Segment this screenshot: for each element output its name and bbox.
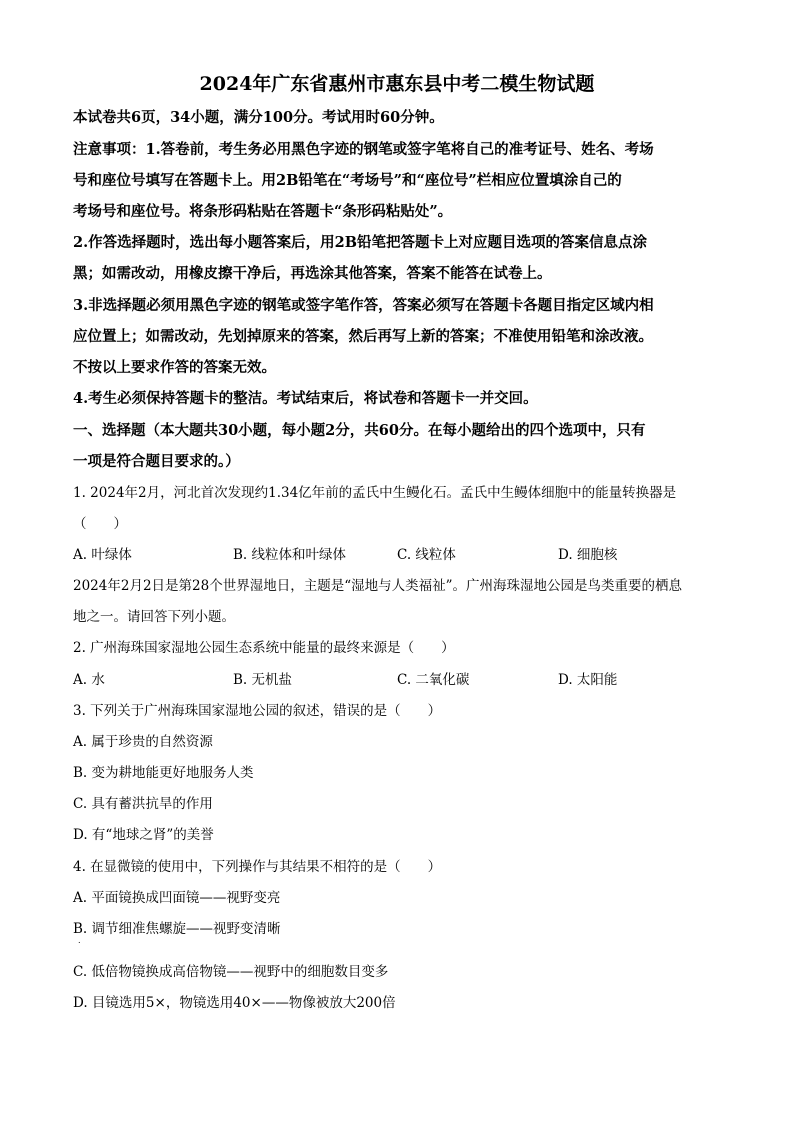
- q4-option-d: D. 目镜选用5×，物镜选用40×——物像被放大200倍: [73, 995, 396, 1011]
- q1-option-a: A. 叶绿体: [73, 547, 132, 563]
- q1-option-b: B. 线粒体和叶绿体: [233, 547, 347, 563]
- question-1-stem: 1. 2024年2月，河北首次发现约1.34亿年前的孟氏中生鳗化石。孟氏中生鳗体细胞中的能量转换器是: [73, 485, 677, 501]
- question-1-paren: （ ）: [73, 516, 127, 532]
- section-heading: 一项是符合题目要求的。）: [73, 453, 240, 470]
- question-4-stem: 4. 在显微镜的使用中，下列操作与其结果不相符的是（ ）: [73, 859, 442, 875]
- notice-line: 3.非选择题必须用黑色字迹的钢笔或签字笔作答，答案必须写在答题卡各题目指定区域内相: [73, 297, 654, 314]
- q4-option-b: B. 调节细准焦螺旋——视野变清晰: [73, 921, 281, 937]
- exam-intro: 本试卷共6页，34小题，满分100分。考试用时60分钟。: [73, 109, 444, 126]
- q2-option-c: C. 二氧化碳: [397, 672, 470, 688]
- q3-option-a: A. 属于珍贵的自然资源: [73, 734, 213, 750]
- notice-line: 考场号和座位号。将条形码粘贴在答题卡“条形码粘贴处”。: [73, 203, 453, 220]
- notice-line: 4.考生必须保持答题卡的整洁。考试结束后，将试卷和答题卡一并交回。: [73, 390, 538, 407]
- q1-option-d: D. 细胞核: [558, 547, 618, 563]
- q3-option-d: D. 有“地球之肾”的美誉: [73, 827, 214, 843]
- q2-option-d: D. 太阳能: [558, 672, 618, 688]
- section-heading: 一、选择题（本大题共30小题，每小题2分，共60分。在每小题给出的四个选项中，只有: [73, 422, 646, 439]
- q4-option-c: C. 低倍物镜换成高倍物镜——视野中的细胞数目变多: [73, 964, 389, 980]
- q4-option-a: A. 平面镜换成凹面镜——视野变亮: [73, 890, 281, 906]
- notice-line: 不按以上要求作答的答案无效。: [73, 359, 276, 376]
- stray-mark: .: [78, 936, 81, 945]
- page-title: 2024年广东省惠州市惠东县中考二模生物试题: [199, 73, 595, 95]
- q2-option-a: A. 水: [73, 672, 105, 688]
- q3-option-c: C. 具有蓄洪抗旱的作用: [73, 796, 213, 812]
- q2-option-b: B. 无机盐: [233, 672, 293, 688]
- notice-line: 应位置上；如需改动，先划掉原来的答案，然后再写上新的答案；不准使用铅笔和涂改液。: [73, 328, 653, 345]
- notice-line: 2.作答选择题时，选出每小题答案后，用2B铅笔把答题卡上对应题目选项的答案信息点涂: [73, 234, 647, 251]
- notice-line: 黑；如需改动，用橡皮擦干净后，再选涂其他答案，答案不能答在试卷上。: [73, 265, 552, 282]
- passage-line: 2024年2月2日是第28个世界湿地日，主题是“湿地与人类福祉”。广州海珠湿地公园是鸟类重要的栖息: [73, 578, 683, 594]
- q1-option-c: C. 线粒体: [397, 547, 456, 563]
- question-2-stem: 2. 广州海珠国家湿地公园生态系统中能量的最终来源是（ ）: [73, 640, 455, 656]
- passage-line: 地之一。请回答下列小题。: [73, 609, 235, 625]
- q3-option-b: B. 变为耕地能更好地服务人类: [73, 765, 254, 781]
- question-3-stem: 3. 下列关于广州海珠国家湿地公园的叙述，错误的是（ ）: [73, 703, 442, 719]
- notice-line: 注意事项：1.答卷前，考生务必用黑色字迹的钢笔或签字笔将自己的准考证号、姓名、考场: [73, 141, 654, 158]
- notice-line: 号和座位号填写在答题卡上。用2B铅笔在“考场号”和“座位号”栏相应位置填涂自己的: [73, 172, 622, 189]
